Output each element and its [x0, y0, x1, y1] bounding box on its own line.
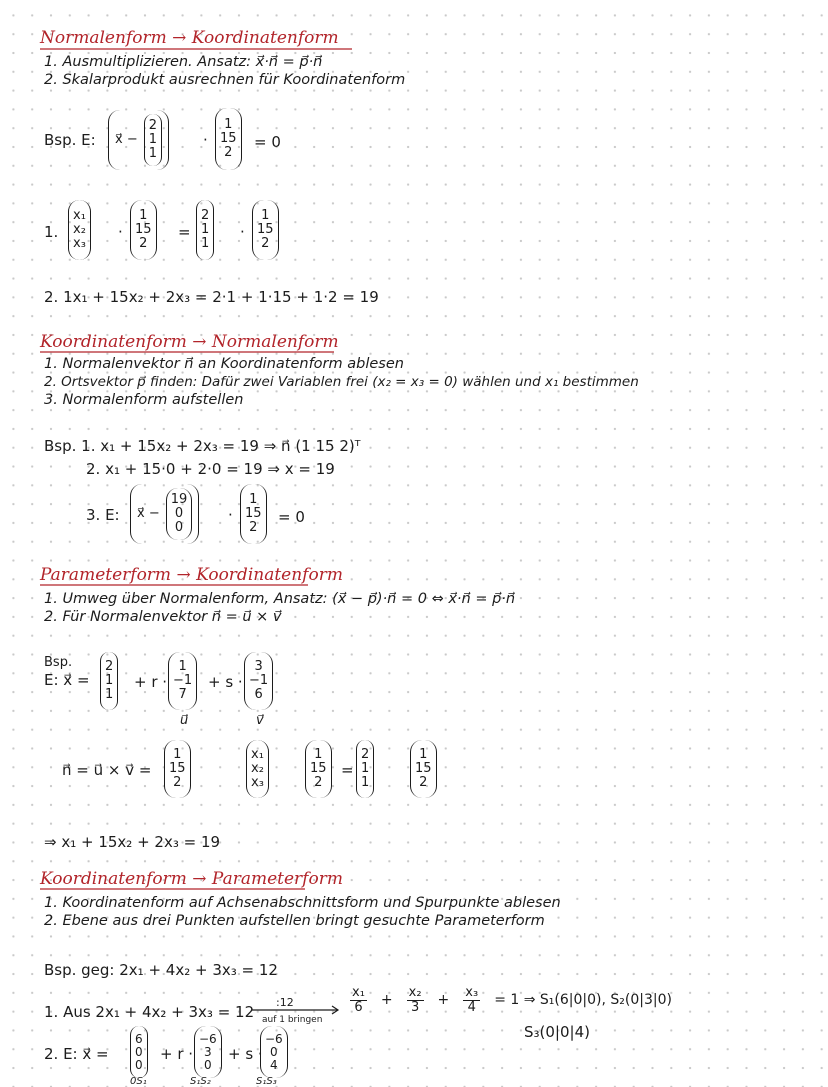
vec-entry: 15	[415, 761, 432, 776]
s-parameter: + s ·	[228, 1045, 263, 1063]
intercept-result: = 1 ⇒ S₁(6|0|0), S₂(0|3|0)	[494, 992, 672, 1008]
vec-entry: 2	[148, 118, 157, 133]
label-s1s2: S₁S₂	[190, 1076, 211, 1087]
vec-entry: x₁	[73, 208, 86, 223]
dot-operator: ·	[228, 506, 233, 524]
step-3: 3. Normalenform aufstellen	[44, 392, 244, 408]
example-label: Bsp.	[44, 655, 73, 670]
vec-entry: 1	[173, 747, 182, 762]
vec-entry: 0	[135, 1057, 143, 1072]
divide-note: :12	[276, 996, 294, 1009]
vec-entry: 1	[105, 673, 114, 688]
direction-vector-u	[194, 1026, 222, 1078]
vec-entry: 19	[170, 492, 188, 507]
vec-entry: 1	[148, 146, 157, 161]
vec-entry: 2	[249, 520, 258, 535]
fraction-denominator: 3	[410, 1000, 420, 1015]
step-1: 1. Ausmultiplizieren. Ansatz: x⃗·n⃗ = p⃗·n⃗	[44, 54, 323, 70]
vec-entry: 2	[105, 659, 114, 674]
vec-entry: 1	[261, 208, 270, 223]
heading-normal-to-coord: Normalenform → Koordinatenform	[40, 28, 339, 48]
intercept-form	[350, 986, 672, 1015]
vec-entry: 1	[361, 761, 370, 776]
label-s1s3: S₁S₃	[256, 1076, 277, 1087]
equals-zero: = 0	[278, 508, 305, 526]
vec-entry: x₃	[251, 775, 264, 790]
vec-entry: −6	[199, 1031, 217, 1046]
vec-entry: 15	[310, 761, 327, 776]
vec-entry: 15	[245, 506, 262, 521]
vec-entry: 15	[135, 222, 152, 237]
example-line-1: Bsp. 1. x₁ + 15x₂ + 2x₃ = 19 ⇒ n⃗ (1 15 2)ᵀ	[44, 437, 361, 455]
fraction-numerator: x₃	[465, 985, 479, 1000]
fraction-denominator: 6	[354, 1000, 363, 1015]
u-label: u⃗	[180, 713, 189, 728]
dot-operator: ·	[118, 223, 123, 241]
equals-sign: =	[341, 761, 354, 779]
fraction	[463, 986, 480, 1015]
vec-entry: 2	[361, 747, 370, 762]
vec-entry: 2	[201, 208, 210, 223]
vec-entry: 1	[201, 236, 210, 251]
vec-entry: 1	[139, 208, 148, 223]
example-line-3-label: 3. E:	[86, 506, 120, 524]
vec-entry: 2	[261, 236, 270, 251]
vec-entry: −6	[265, 1031, 283, 1046]
step-2: 2. Für Normalenvektor n⃗ = u⃗ × v⃗	[44, 609, 282, 625]
step-2: 2. Skalarprodukt ausrechnen für Koordinatenform	[44, 72, 406, 88]
vec-entry: 1	[224, 117, 233, 132]
step-2: 2. Ortsvektor p⃗ finden: Dafür zwei Variablen frei (x₂ = x₃ = 0) wählen und x₁ bestimmen	[44, 374, 639, 390]
fraction	[350, 986, 367, 1015]
v-label: v⃗	[256, 713, 264, 728]
vec-entry: 6	[135, 1031, 143, 1046]
vec-entry: 1	[361, 775, 370, 790]
coordinate-form-result: ⇒ x₁ + 15x₂ + 2x₃ = 19	[44, 833, 221, 851]
heading-coord-to-normal: Koordinatenform → Normalenform	[40, 332, 339, 352]
vec-entry: x₂	[73, 222, 86, 237]
vec-entry: 2	[224, 145, 233, 160]
vec-entry: 0	[204, 1057, 212, 1072]
s-parameter: + s ·	[208, 673, 243, 691]
vec-entry: 15	[220, 131, 237, 146]
label-0s1: 0S₁	[130, 1076, 147, 1087]
vec-entry: 1	[314, 747, 323, 762]
fraction-numerator: x₂	[408, 985, 422, 1000]
vec-entry: 2	[173, 775, 182, 790]
heading-param-to-coord: Parameterform → Koordinatenform	[40, 565, 343, 585]
line-1-label: 1.	[44, 223, 59, 241]
fraction-denominator: 4	[467, 1000, 476, 1015]
step-2-label: 2. E: x⃗ =	[44, 1045, 109, 1063]
vec-entry: 1	[249, 492, 258, 507]
dot-operator: ·	[203, 131, 208, 149]
step-1-equation: 1. Aus 2x₁ + 4x₂ + 3x₃ = 12	[44, 1003, 255, 1021]
vec-entry: 15	[257, 222, 274, 237]
cross-product-lhs: n⃗ = u⃗ × v⃗ =	[62, 761, 152, 779]
fraction-numerator: x₁	[352, 985, 365, 1000]
fraction	[407, 986, 424, 1015]
position-vector	[130, 1026, 148, 1078]
heading-coord-to-param: Koordinatenform → Parameterform	[40, 869, 343, 889]
vec-entry: 1	[419, 747, 428, 762]
direction-vector-v	[260, 1026, 288, 1078]
vec-entry: 0	[135, 1044, 143, 1059]
dot-operator: ·	[240, 223, 245, 241]
step-1: 1. Koordinatenform auf Achsenabschnittsform und Spurpunkte ablesen	[44, 895, 561, 911]
step-1: 1. Umweg über Normalenform, Ansatz: (x⃗ − p⃗)·n⃗ = 0 ⇔ x⃗·n⃗ = p⃗·n⃗	[44, 591, 516, 607]
vec-entry: −1	[173, 673, 193, 688]
vec-entry: 2	[314, 775, 323, 790]
vec-entry: 6	[254, 687, 263, 702]
example-label: Bsp. E:	[44, 131, 96, 149]
vec-entry: 1	[148, 132, 157, 147]
equals-sign: =	[178, 223, 191, 241]
example-line-2: 2. x₁ + 15·0 + 2·0 = 19 ⇒ x = 19	[86, 460, 335, 478]
step-1: 1. Normalenvektor n⃗ an Koordinatenform ablesen	[44, 356, 404, 372]
line-2-coordinate-form: 2. 1x₁ + 15x₂ + 2x₃ = 2·1 + 1·15 + 1·2 = 19	[44, 288, 379, 306]
trace-point-s3: S₃(0|0|4)	[524, 1023, 590, 1041]
x-vector-label: x⃗ −	[115, 132, 138, 147]
given-equation: Bsp. geg: 2x₁ + 4x₂ + 3x₃ = 12	[44, 961, 278, 979]
vec-entry: 1	[201, 222, 210, 237]
plane-lhs: E: x⃗ =	[44, 671, 90, 689]
vec-entry: x₃	[73, 236, 86, 251]
vec-entry: x₂	[251, 761, 264, 776]
vec-entry: 1	[178, 659, 187, 674]
vec-entry: 2	[139, 236, 148, 251]
vec-entry: 2	[419, 775, 428, 790]
vec-entry: −1	[249, 673, 269, 688]
arrow-note: auf 1 bringen	[262, 1015, 323, 1025]
equals-zero: = 0	[254, 133, 281, 151]
r-parameter: + r ·	[134, 673, 168, 691]
vec-entry: 0	[174, 506, 184, 521]
vec-entry: x₁	[251, 747, 264, 762]
vec-entry: 3	[254, 659, 263, 674]
vec-entry: 3	[204, 1044, 212, 1059]
plus-sign: +	[437, 992, 450, 1008]
plus-sign: +	[380, 992, 393, 1008]
r-parameter: + r ·	[160, 1045, 194, 1063]
vec-entry: 0	[174, 520, 184, 535]
vec-entry: 4	[270, 1057, 278, 1072]
vec-entry: 7	[178, 687, 187, 702]
vec-entry: 15	[169, 761, 186, 776]
x-vector-label: x⃗ −	[137, 506, 160, 521]
vec-entry: 0	[270, 1044, 278, 1059]
vec-entry: 1	[105, 687, 114, 702]
step-2: 2. Ebene aus drei Punkten aufstellen bringt gesuchte Parameterform	[44, 913, 545, 929]
